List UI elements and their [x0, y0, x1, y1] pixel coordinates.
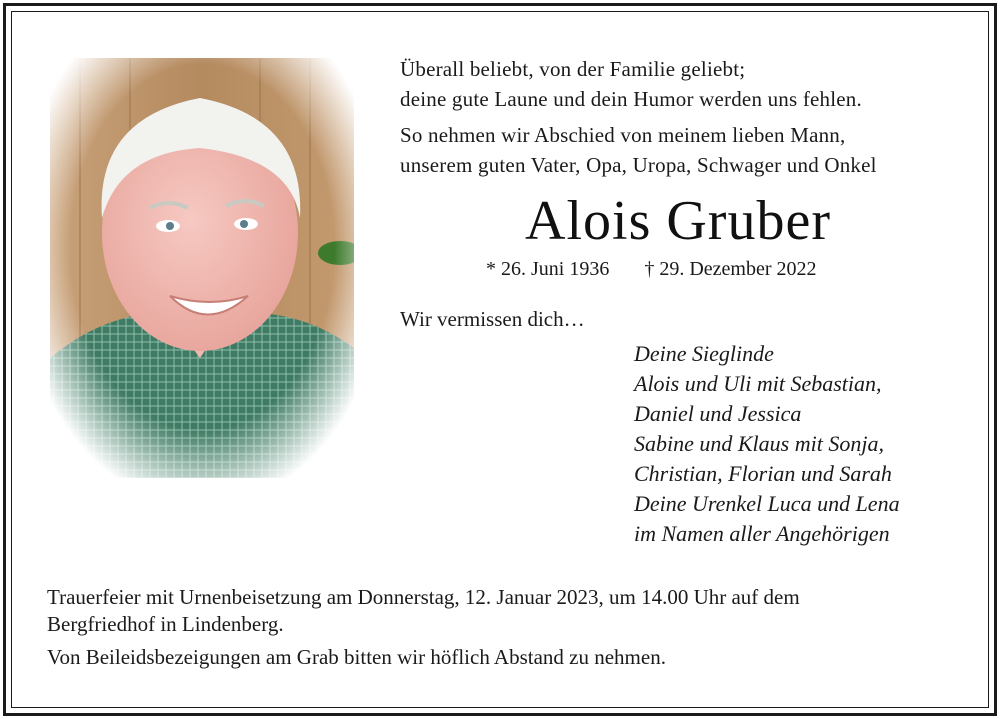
death-symbol: † — [644, 258, 655, 280]
life-dates — [486, 256, 817, 282]
condolence-note: Von Beileidsbezeigungen am Grab bitten wir höflich Abstand zu nehmen. — [47, 645, 666, 669]
ceremony-line-1: Trauerfeier mit Urnenbeisetzung am Donnerstag, 12. Januar 2023, um 14.00 Uhr auf dem — [47, 585, 800, 609]
intro-line-1: Überall beliebt, von der Familie geliebt; — [400, 57, 746, 81]
deceased-name: Alois Gruber — [525, 190, 831, 252]
birth-symbol: * — [486, 258, 496, 280]
funeral-info — [47, 584, 967, 677]
birth-date: 26. Juni 1936 — [501, 258, 610, 280]
signer-line: im Namen aller Angehörigen — [634, 521, 890, 546]
signer-line: Daniel und Jessica — [634, 401, 802, 426]
portrait-photo — [50, 58, 354, 478]
signers-list — [634, 339, 974, 549]
signer-line: Christian, Florian und Sarah — [634, 461, 892, 486]
intro-line-2: deine gute Laune und dein Humor werden uns fehlen. — [400, 87, 862, 111]
death-date: 29. Dezember 2022 — [659, 258, 817, 280]
miss-text: Wir vermissen dich… — [400, 307, 585, 331]
signer-line: Sabine und Klaus mit Sonja, — [634, 431, 884, 456]
signer-line: Deine Urenkel Luca und Lena — [634, 491, 900, 516]
intro-line-3: So nehmen wir Abschied von meinem lieben Mann, — [400, 123, 846, 147]
intro-line-4: unserem guten Vater, Opa, Uropa, Schwager und Onkel — [400, 153, 877, 177]
signer-line: Deine Sieglinde — [634, 341, 774, 366]
signer-line: Alois und Uli mit Sebastian, — [634, 371, 882, 396]
intro-verse — [400, 54, 970, 186]
ceremony-line-2: Bergfriedhof in Lindenberg. — [47, 612, 284, 636]
